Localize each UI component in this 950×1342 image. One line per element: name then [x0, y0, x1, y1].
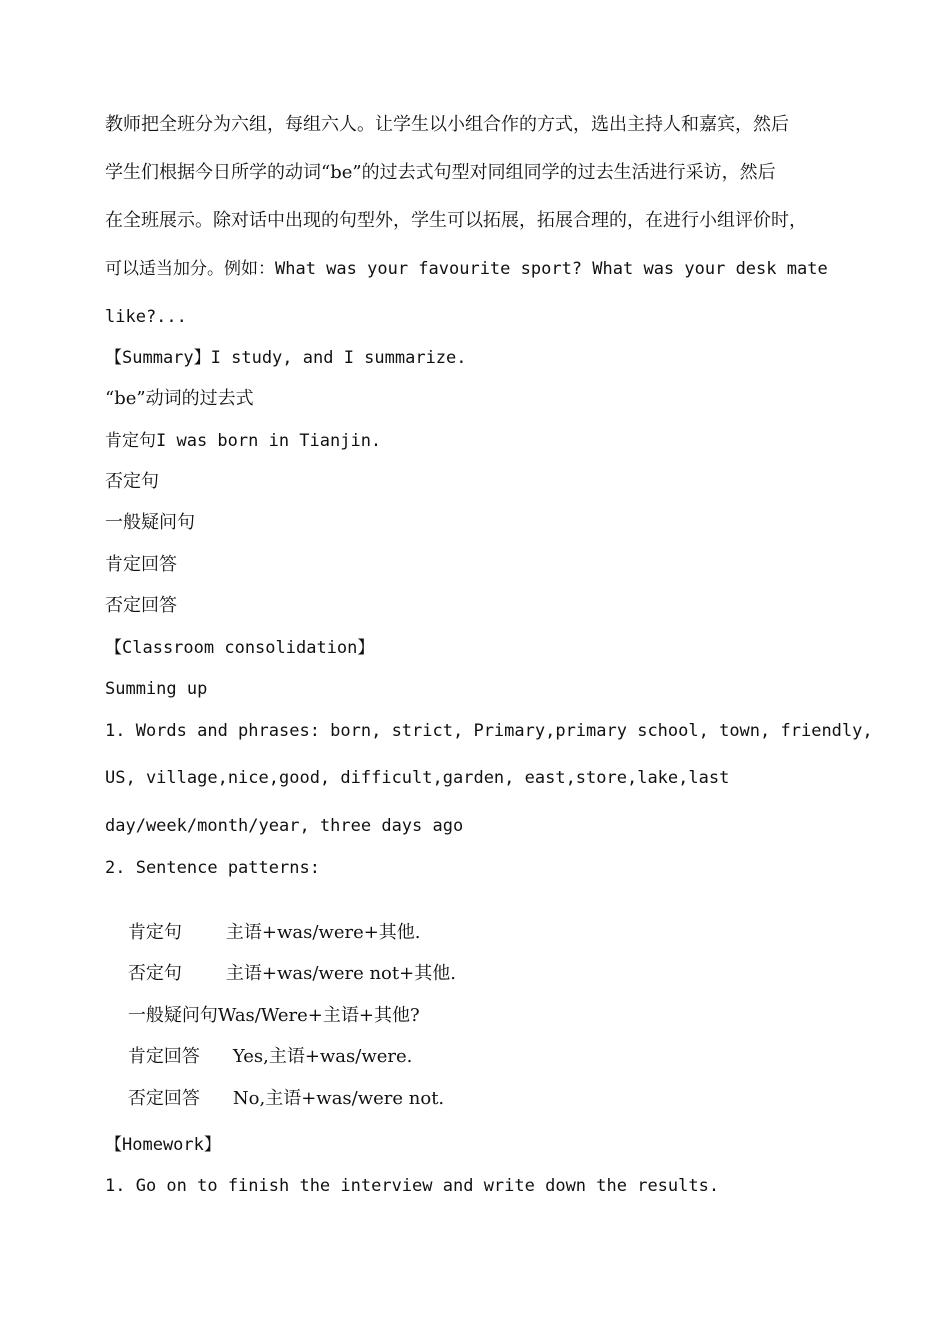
words-line-1: 1. Words and phrases: born, strict, Primary,primary school, town, friendly, [105, 721, 873, 741]
pattern-text: 主语+was/were not+其他. [225, 963, 456, 984]
words-line-3: day/week/month/year, three days ago [105, 816, 464, 836]
pattern-text: Was/Were+主语+其他? [217, 1005, 420, 1026]
intro-line-2: 学生们根据今日所学的动词“be”的过去式句型对同组同学的过去生活进行采访，然后 [105, 162, 776, 183]
pattern-text: Yes,主语+was/were. [232, 1046, 413, 1067]
summing-up: Summing up [105, 679, 208, 699]
pattern-row [105, 1063, 444, 1135]
summary-no-answer: 否定回答 [105, 595, 177, 616]
pattern-label: 肯定句 [127, 922, 182, 943]
summary-yes-answer: 肯定回答 [105, 554, 177, 575]
pattern-label: 一般疑问句 [127, 1005, 218, 1026]
intro-line-5: like?... [105, 307, 187, 327]
pattern-text: No,主语+was/were not. [232, 1088, 445, 1109]
intro-line-4: 可以适当加分。例如：What was your favourite sport? What was your desk mate [105, 259, 828, 279]
homework-heading: 【Homework】 [105, 1135, 221, 1155]
intro-line-1: 教师把全班分为六组，每组六人。让学生以小组合作的方式，选出主持人和嘉宾，然后 [105, 114, 789, 135]
intro-line-3: 在全班展示。除对话中出现的句型外，学生可以拓展，拓展合理的，在进行小组评价时， [105, 210, 807, 231]
summary-question: 一般疑问句 [105, 512, 195, 533]
summary-heading: 【Summary】I study, and I summarize. [105, 348, 467, 368]
pattern-text: 主语+was/were+其他. [225, 922, 421, 943]
words-line-2: US, village,nice,good, difficult,garden, east,store,lake,last [105, 768, 730, 788]
pattern-label: 否定句 [127, 963, 182, 984]
patterns-title: 2. Sentence patterns: [105, 858, 320, 878]
pattern-label: 肯定回答 [127, 1046, 200, 1067]
summary-affirmative: 肯定句I was born in Tianjin. [105, 431, 382, 451]
summary-negative: 否定句 [105, 471, 159, 492]
pattern-label: 否定回答 [127, 1088, 200, 1109]
consolidation-heading: 【Classroom consolidation】 [105, 638, 375, 658]
homework-item-1: 1. Go on to finish the interview and write down the results. [105, 1176, 720, 1196]
summary-subheading: “be”动词的过去式 [105, 388, 254, 409]
